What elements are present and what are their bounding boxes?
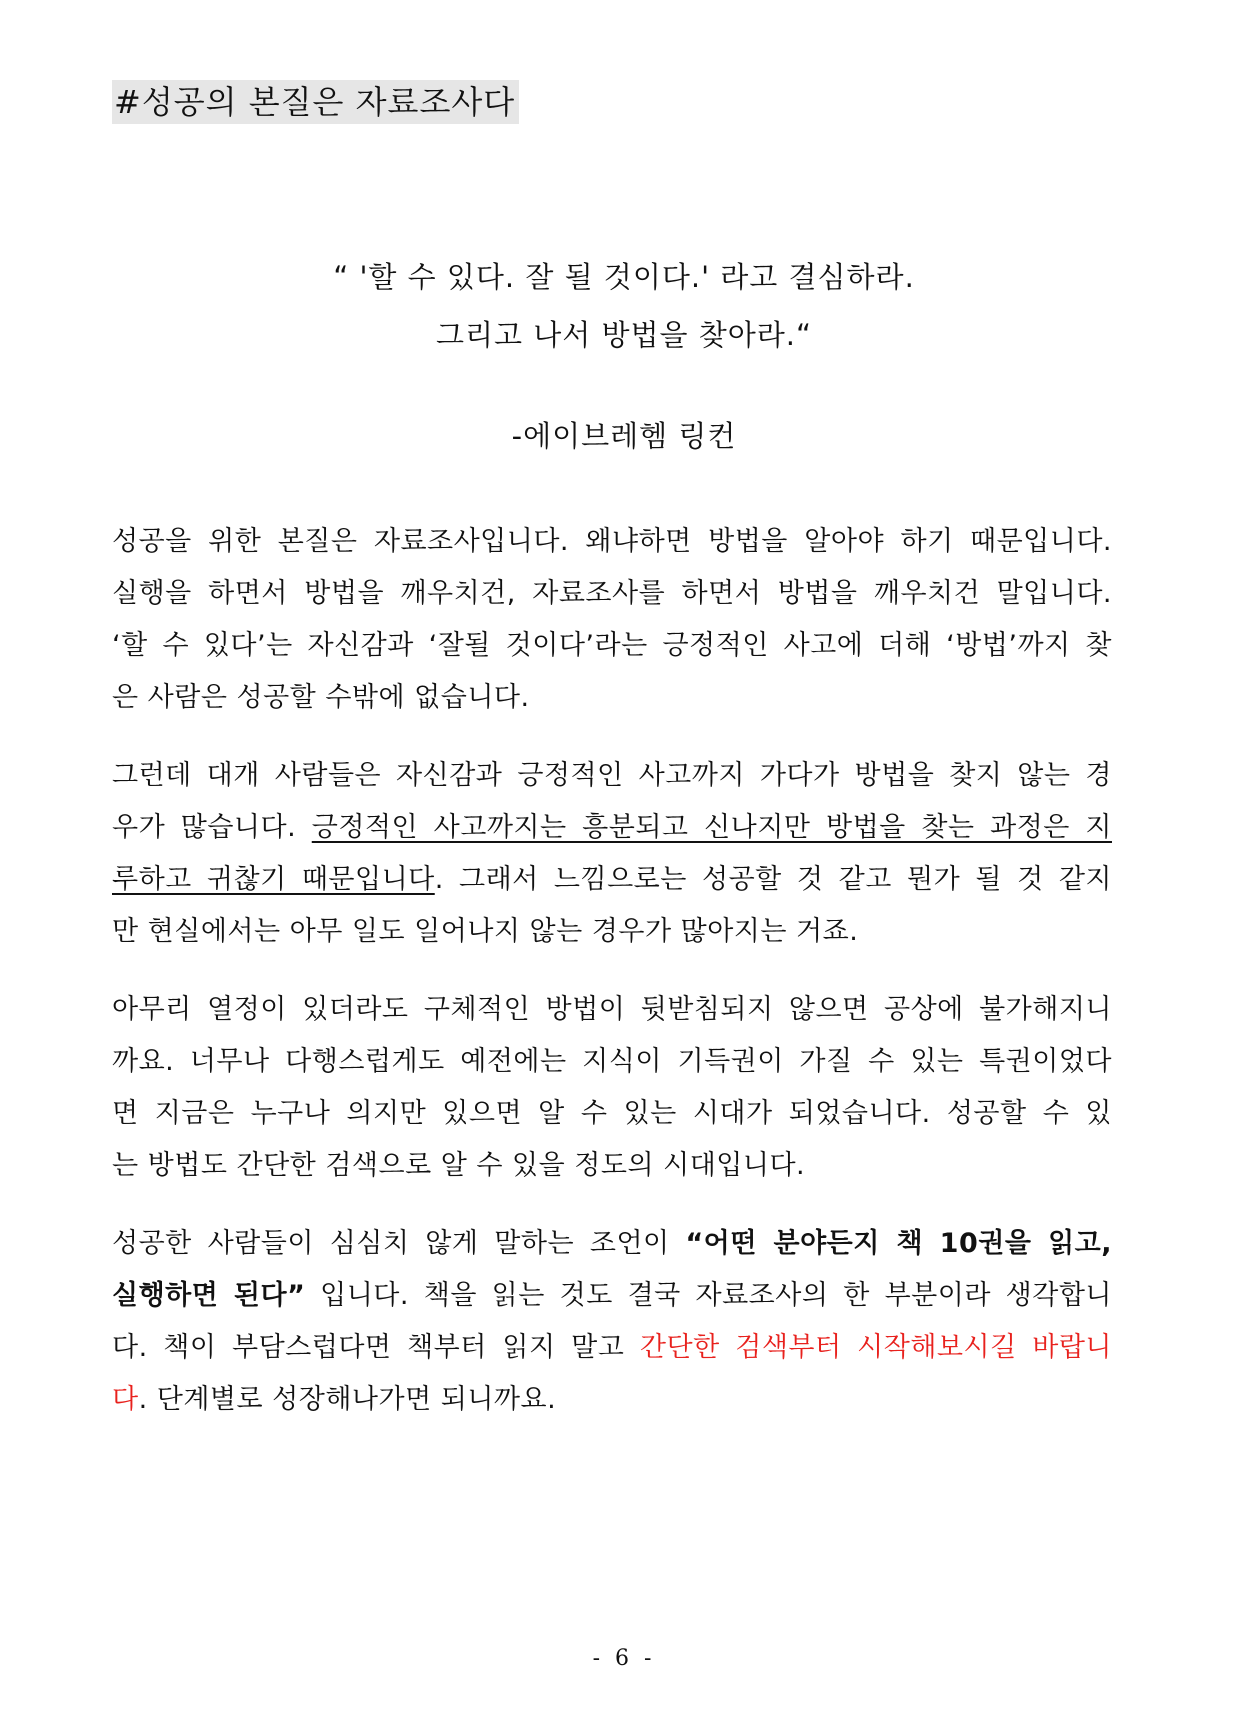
text-run: 입니다. 책을 읽는 것도 결국 자료조사의 한 부분이라 생각합니 xyxy=(305,1280,1113,1311)
paragraph-2 xyxy=(112,750,1112,958)
quote-line-2: 그리고 나서 방법을 찾아라.“ xyxy=(435,318,813,352)
text-run: 다. 책이 부담스럽다면 책부터 읽지 말고 xyxy=(112,1332,640,1363)
paragraph-line: 은 사람은 성공할 수밖에 없습니다. xyxy=(112,682,530,713)
paragraph-3 xyxy=(112,984,1112,1192)
paragraph-line xyxy=(112,802,1112,854)
text-run: . 그래서 느낌으로는 성공할 것 같고 뭔가 될 것 같지 xyxy=(434,864,1112,895)
paragraph-line: 그런데 대개 사람들은 자신감과 긍정적인 사고까지 가다가 방법을 찾지 않는 경 xyxy=(112,760,1112,791)
quote-line-1: “ '할 수 있다. 잘 될 것이다.' 라고 결심하라. xyxy=(333,260,915,294)
quote-block xyxy=(0,248,1248,364)
paragraph-line: ‘할 수 있다’는 자신감과 ‘잘될 것이다’라는 긍정적인 사고에 더해 ‘방법’까지 찾 xyxy=(112,630,1112,661)
paragraph-4 xyxy=(112,1218,1112,1426)
page-number: - 6 - xyxy=(592,1646,656,1671)
paragraph-line xyxy=(112,1322,1112,1374)
underlined-text: 긍정적인 사고까지는 흥분되고 신나지만 방법을 찾는 과정은 지 xyxy=(311,812,1112,843)
paragraph-line: 실행을 하면서 방법을 깨우치건, 자료조사를 하면서 방법을 깨우치건 말입니다. xyxy=(112,578,1112,609)
paragraph-line: 아무리 열정이 있더라도 구체적인 방법이 뒷받침되지 않으면 공상에 불가해지니 xyxy=(112,994,1112,1025)
red-emphasis-text: 다 xyxy=(112,1384,139,1415)
section-heading: #성공의 본질은 자료조사다 xyxy=(112,80,519,124)
paragraph-line xyxy=(112,1218,1112,1270)
paragraph-line: 는 방법도 간단한 검색으로 알 수 있을 정도의 시대입니다. xyxy=(112,1150,806,1181)
text-run: 성공한 사람들이 심심치 않게 말하는 조언이 xyxy=(112,1228,686,1259)
text-run: 우가 많습니다. xyxy=(112,812,312,843)
quote-author: -에이브레헴 링컨 xyxy=(511,419,737,453)
text-run: . 단계별로 성장해나가면 되니까요. xyxy=(138,1384,557,1415)
paragraph-line xyxy=(112,1374,1112,1426)
paragraph-line: 만 현실에서는 아무 일도 일어나지 않는 경우가 많아지는 거죠. xyxy=(112,916,859,947)
paragraph-line xyxy=(112,1270,1112,1322)
bold-quote: “어떤 분야든지 책 10권을 읽고, xyxy=(685,1228,1112,1259)
paragraph-1 xyxy=(112,516,1112,724)
red-emphasis-text: 간단한 검색부터 시작해보시길 바랍니 xyxy=(639,1332,1112,1363)
paragraph-line: 면 지금은 누구나 의지만 있으면 알 수 있는 시대가 되었습니다. 성공할 수 있 xyxy=(112,1098,1112,1129)
paragraph-line: 성공을 위한 본질은 자료조사입니다. 왜냐하면 방법을 알아야 하기 때문입니다. xyxy=(112,526,1112,557)
paragraph-line: 까요. 너무나 다행스럽게도 예전에는 지식이 기득권이 가질 수 있는 특권이었다 xyxy=(112,1046,1112,1077)
paragraph-line xyxy=(112,854,1112,906)
underlined-text: 루하고 귀찮기 때문입니다 xyxy=(112,864,435,895)
bold-quote: 실행하면 된다” xyxy=(112,1280,306,1311)
